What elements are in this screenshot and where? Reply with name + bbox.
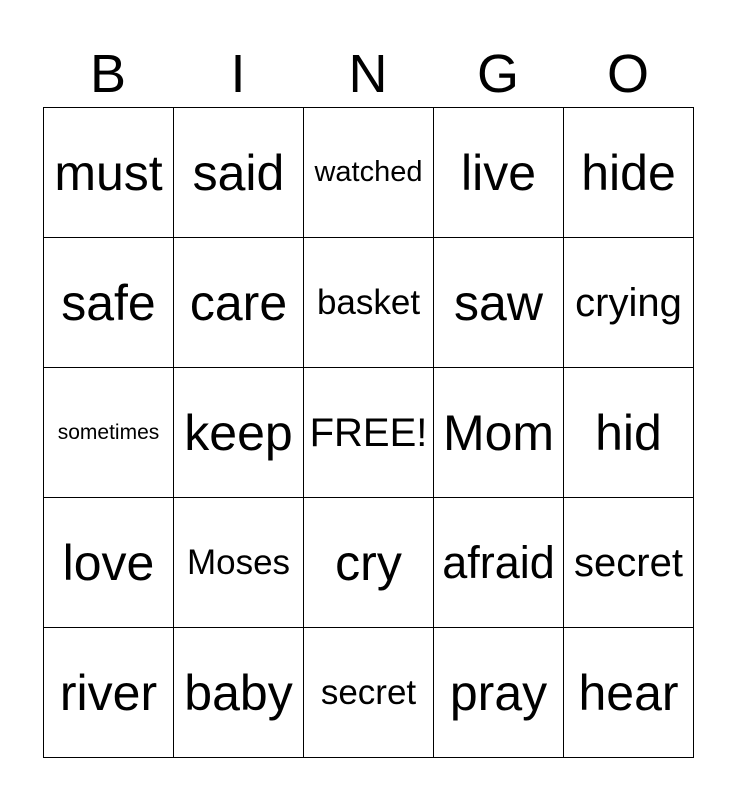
bingo-cell[interactable]: safe: [44, 238, 174, 368]
bingo-cell[interactable]: love: [44, 498, 174, 628]
header-letter-g: G: [476, 44, 519, 104]
header-letter-n: N: [348, 44, 388, 104]
bingo-cell[interactable]: must: [44, 108, 174, 238]
bingo-cell[interactable]: pray: [434, 628, 564, 758]
bingo-cell[interactable]: Mom: [434, 368, 564, 498]
bingo-cell-free[interactable]: FREE!: [304, 368, 434, 498]
bingo-cell[interactable]: crying: [564, 238, 694, 368]
bingo-cell[interactable]: river: [44, 628, 174, 758]
bingo-cell[interactable]: said: [174, 108, 304, 238]
bingo-cell[interactable]: watched: [304, 108, 434, 238]
bingo-cell[interactable]: hide: [564, 108, 694, 238]
bingo-cell[interactable]: basket: [304, 238, 434, 368]
bingo-cell[interactable]: secret: [564, 498, 694, 628]
bingo-cell[interactable]: saw: [434, 238, 564, 368]
bingo-cell[interactable]: keep: [174, 368, 304, 498]
bingo-header: [43, 40, 693, 108]
bingo-cell[interactable]: baby: [174, 628, 304, 758]
bingo-cell[interactable]: cry: [304, 498, 434, 628]
bingo-cell[interactable]: Moses: [174, 498, 304, 628]
bingo-cell[interactable]: hid: [564, 368, 694, 498]
header-letter-o: O: [606, 44, 649, 104]
bingo-board: [43, 107, 694, 758]
bingo-cell[interactable]: care: [174, 238, 304, 368]
bingo-cell[interactable]: live: [434, 108, 564, 238]
bingo-cell[interactable]: afraid: [434, 498, 564, 628]
bingo-cell[interactable]: hear: [564, 628, 694, 758]
bingo-cell[interactable]: secret: [304, 628, 434, 758]
header-letter-i: I: [230, 44, 246, 104]
header-letter-b: B: [89, 44, 127, 104]
bingo-cell[interactable]: sometimes: [44, 368, 174, 498]
